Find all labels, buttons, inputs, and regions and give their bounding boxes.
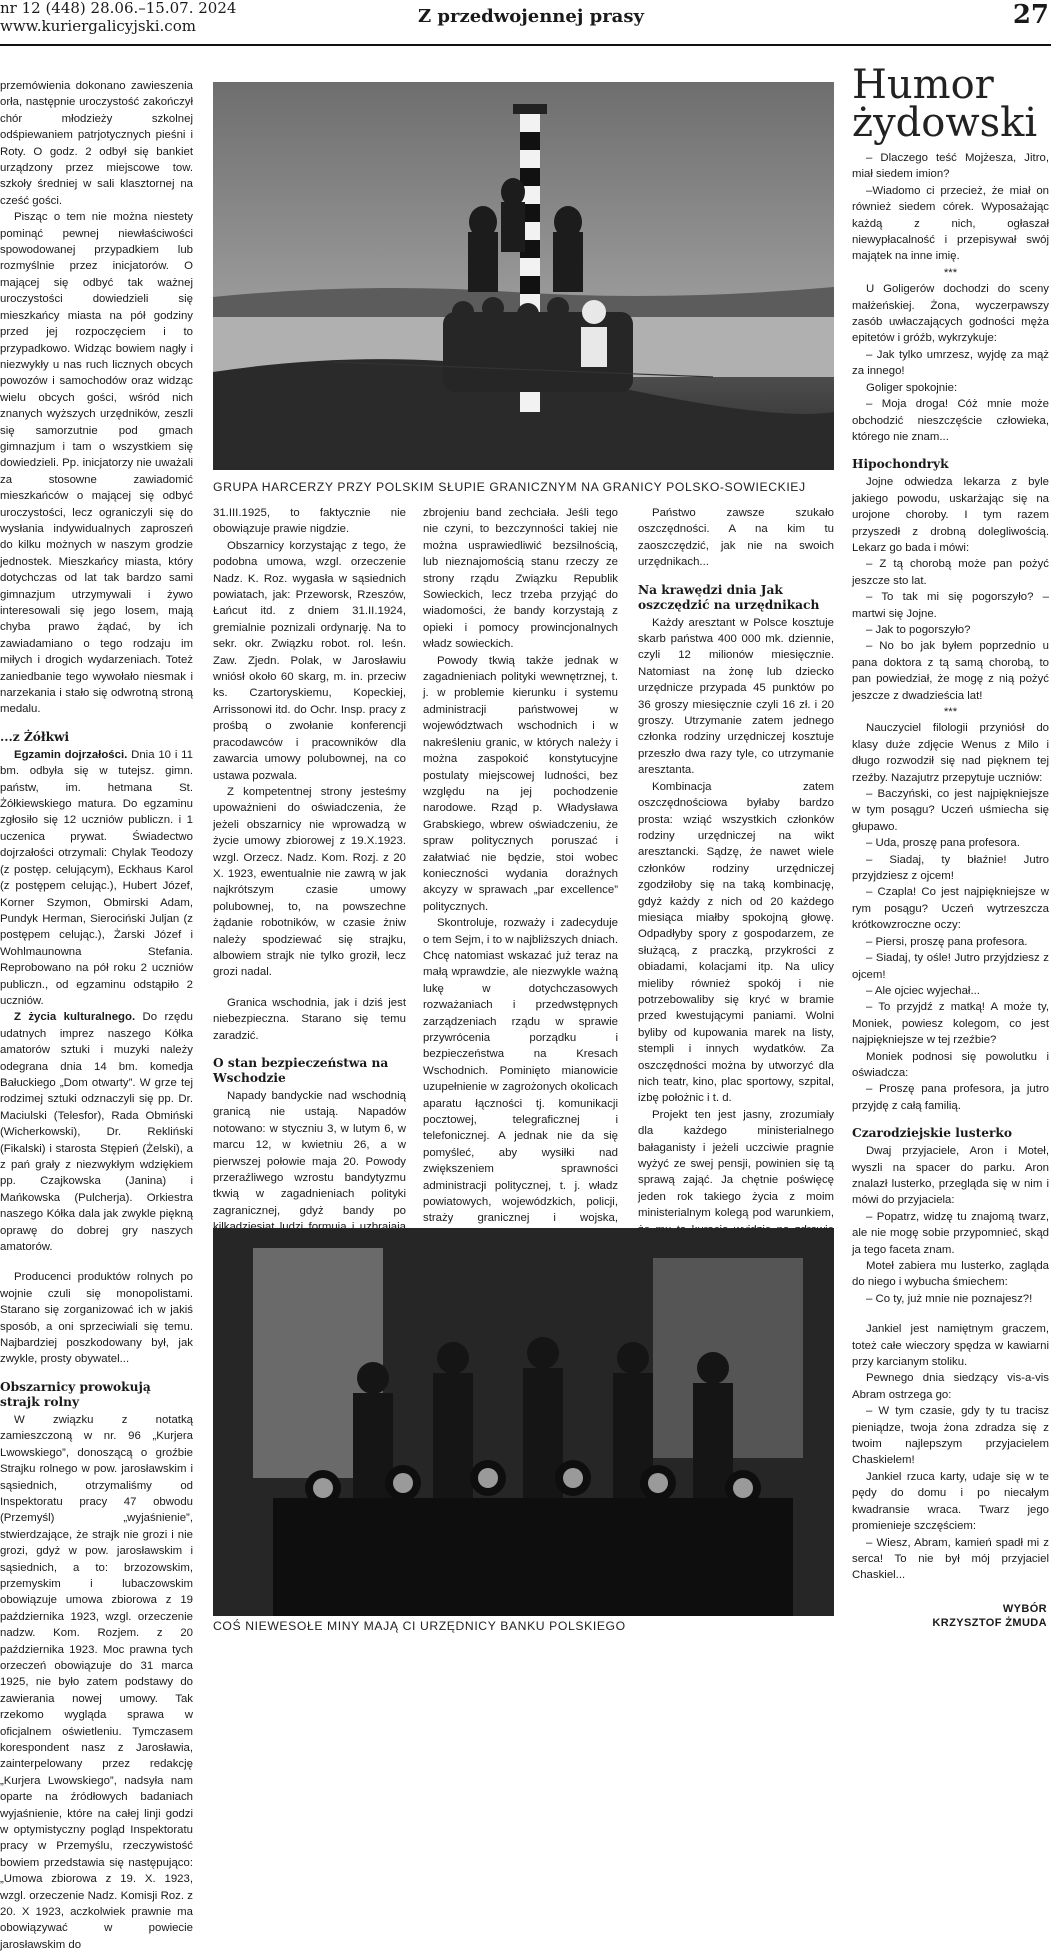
paragraph: przemówienia dokonano zawieszenia orła, następnie uroczystość zakończył chór młodzieży szkolnej odśpiewaniem patrjotycznych pieśni i Roty. O godz. 2 odbył się bankiet urządzony przez miejscowe tow. szkoły średniej w sali klasztornej na cześć gości. xyxy=(0,80,193,207)
article-column-2 xyxy=(213,505,406,1225)
joke-line: – Wiesz, Abram, kamień spadł mi z serca! To nie był mój przyjaciel Chaskiel... xyxy=(852,1536,1049,1582)
joke-line: – To przyjdź z matką! A może ty, Moniek, powiesz kolegom, co jest najpiękniejsze w tej rzeźbie? xyxy=(852,1001,1049,1047)
humor-section-title: Humor żydowski xyxy=(852,62,1038,146)
joke-line: –Wiadomo ci przecież, że miał on również siedem córek. Wyposażając każdą z nich, ogłaszał niewypłacalność i przepisywał swój majątek na inne imię. xyxy=(852,184,1049,263)
photo-caption-2: COŚ NIEWESOŁE MINY MAJĄ CI URZĘDNICY BANKU POLSKIEGO xyxy=(213,1619,626,1633)
paragraph: Każdy aresztant w Polsce kosztuje skarb państwa 400 000 mk. dziennie, czyli 12 milionów miesięcznie. Natomiast na żonę lub dziecko urzędnicze przypada 45 punktów po 36 groszy miesięcznie czyli 16 zł. i 20 groszy. Utrzymanie zatem jednego członka rodziny urzędniczej kosztuje przeszło dwa razy tyle, co utrzymanie aresztanta. xyxy=(638,616,834,777)
joke-line: Nauczyciel filologii przyniósł do klasy duże zdjęcie Wenus z Milo i długo rozwodził się nad pięknem tej rzeźby. Nazajutrz przepytuje uczniów: xyxy=(852,722,1049,784)
page-number: 27 xyxy=(1012,0,1049,30)
article-column-1 xyxy=(0,78,193,1951)
joke-line: – Jak to pogorszyło? xyxy=(866,623,971,636)
paragraph: Z kompetentnej strony jesteśmy upoważnieni do oświadczenia, że jeżeli obszarnicy nie wprowadzą w życie umowy zbiorowej z 19.X.1923. wzgl. Orzecz. Nadz. Kom. Rozj. z 20 X. 1923, ewentualnie nie zawrą w jak najkrótszym czasie umowy polubownej, to, na powszechne żądanie robotników, w czasie żniw należy spodziewać się strajku, albowiem strajk nie tylko groził, lecz grozi nadal. xyxy=(213,785,406,979)
joke-line: – Czapla! Co jest najpiękniejsze w rym posągu? Uczeń wytrzeszcza krótkowzroczne oczy: xyxy=(852,886,1049,932)
joke-line: – No bo jak byłem poprzednio u pana doktora z tą samą chorobą, to pan powiedział, że mogę z nią pożyć jeszcze z dwadzieścia lat! xyxy=(852,640,1049,702)
credit-label: WYBÓR xyxy=(1002,1603,1047,1615)
intro-paragraph: Granica wschodnia, jak i dziś jest niebezpieczna. Starano się temu zaradzić. xyxy=(213,996,406,1042)
joke-line: Goliger spokojnie: xyxy=(866,381,958,394)
humor-column xyxy=(852,150,1049,1630)
joke-line: – Uda, proszę pana profesora. xyxy=(866,837,1020,850)
joke-line: – Siadaj, ty ośle! Jutro przyjdziesz z ojcem! xyxy=(852,952,1049,981)
border-post-photo xyxy=(213,82,834,470)
paragraph: zbrojeniu band zechciała. Jeśli tego nie czyni, to bezczynności takiej nie można usprawiedliwić bezsilnością, lub nieznajomością stanu rzeczy ze strony rządu Związku Republik Sowieckich, lecz trzeba przyjąć do wiadomości, że bandy korzystają z opieki i pomocy prowincjonalnych władz sowieckich. xyxy=(423,507,618,651)
joke-line: Pewnego dnia siedzący vis-a-vis Abram ostrzega go: xyxy=(852,1372,1049,1401)
paragraph-text: Dnia 10 i 11 bm. odbyła się w tutejsz. gimn. państw, im. hetmana St. Żółkiewskiego matura. Do egzaminu zgłosiło się 12 uczniów publiczn. i 1 uczenica prywat. Świadectwo dojrzałości otrzymali: Chylak Teodozy (z postęp. celującym), Eckhaus Karol (z postępem celując.), Hubert Józef, Korner Szymon, Obmirski Adam, Pundyk Herman, Sierociński Juljan (z postępem celując.), Żarski Józef i Wohlmaunowna Stefania. Reprobowano na pół roku 2 uczniów publiczn., od egzaminu odstąpiło 2 uczniów. xyxy=(0,748,193,1007)
joke-line: – Dlaczego teść Mojżesza, Jitro, miał siedem imion? xyxy=(852,152,1049,181)
article-column-4 xyxy=(638,505,834,1225)
paragraph-text: Do rzędu udatnych imprez naszego Kółka amatorów sztuki i muzyki należy odegrana dnia 14 bm. komedja Bałuckiego „Dom otwarty”. W grze tej rodzimej sztuki odznaczyli się pp. Dr. Maciulski (Telesfor), Rada Obmiński (Wicherkowski), Dr. Rekliński (Fikalski) i starosta Stępień (Żelski), a z pań grały z niezwykłym wdziękiem pp. Czajkowska (Janina) i Mańkowska (Pulcherja). Orkiestra naszego Kółka dala jak zwykle piękną oprawę do dobrej gry naszych amatorów. xyxy=(0,1011,193,1254)
article-heading-strajk: Obszarnicy prowokują strajk rolny xyxy=(0,1379,151,1409)
separator: *** xyxy=(943,706,958,718)
joke-line: Jojne odwiedza lekarza z byle jakiego powodu, uskarżając się na urojone choroby. I tym razem przyszedł z drobną dolegliwością. Lekarz go bada i mówi: xyxy=(852,476,1049,554)
joke-line: – Siadaj, ty błaźnie! Jutro przyjdziesz z ojcem! xyxy=(852,853,1049,883)
separator: *** xyxy=(943,266,958,279)
joke-line: – Moja droga! Cóż mnie może obchodzić nieszczęście człowieka, którego nie znam... xyxy=(852,398,1049,443)
selection-credit xyxy=(932,1602,1047,1630)
lead-in: Egzamin dojrzałości. xyxy=(14,748,128,761)
section-title: Z przedwojennej prasy xyxy=(418,6,644,27)
paragraph: Projekt ten jest jasny, zrozumiały dla każdego ministerialnego bałaganisty i jeżeli uczciwie pragnie wyżyć ze swej pensji, powinien się tą sprawą zająć. Ja chętnie poświęcę jeden rok takiego życia z moim ministerialnym kolegą pod warunkiem, xyxy=(638,1108,834,1220)
article-column-3 xyxy=(423,505,618,1225)
joke-line: – Baczyński, co jest najpiękniejsze w tym posągu? Uczeń uśmiecha się głupawo. xyxy=(852,788,1049,833)
intro-paragraph: Państwo zawsze szukało oszczędności. A na kim tu zaoszczędzić, jak nie na swoich urzędnikach... xyxy=(638,507,834,569)
paragraph: Skontroluje, rozważy i zadecyduje o tem Sejm, i to w najbliższych dniach. Chcę natomiast wskazać już teraz na małą wprawdzie, ale niezwykle ważną lukę w dotychczasowych rozważaniach i przedwstępnych zarządzeniach rządu w sprawie przywrócenia porządku i bezpieczeństwa na Kresach Wschodnich. Pominięto mianowicie uzupełnienie w zagrożonych okolicach aparatu łączności tj. komunikacji pocztowej, telegraficznej i telefonicznej. A jednak nie da się pomyśleć, aby wysiłki nad zwiększeniem sprawności administracji politycznej, t. j. władz powiatowych, wojewódzkich, policji, straży granicznej i wojska, xyxy=(423,917,618,1225)
article-heading-bezpieczenstwo: O stan bezpieczeństwa na Wschodzie xyxy=(213,1056,389,1085)
bank-officials-illustration xyxy=(213,1228,834,1616)
joke-line: – Jak tylko umrzesz, wyjdę za mąż za innego! xyxy=(852,348,1049,378)
credit-author: KRZYSZTOF ŻMUDA xyxy=(932,1617,1047,1629)
page-header xyxy=(0,0,1051,46)
joke-line: – Ale ojciec wyjechał... xyxy=(866,984,980,997)
joke-heading-hipochondryk: Hipochondryk xyxy=(852,457,949,472)
intro-paragraph: Producenci produktów rolnych po wojnie czuli się monopolistami. Starano się zorganizować ich w jakiś sposób, a oni sprzeciwiali się temu. Najbardziej poszkodowany był, jak zwykle, prosty obywatel... xyxy=(0,1271,193,1366)
article-heading-oszczedzanie: Na krawędzi dnia Jak oszczędzić na urzędnikach xyxy=(638,582,820,612)
joke-line: Jankiel jest namiętnym graczem, toteż całe wieczory spędza w kawiarni przy karcianym stoliku. xyxy=(852,1323,1049,1369)
joke-line: – W tym czasie, gdy ty tu tracisz pieniądze, twoja żona zdradza się z twoim najlepszym przyjacielem Chaskielem! xyxy=(852,1405,1049,1467)
section-heading-zolkiew: ...z Żółkwi xyxy=(0,729,70,744)
paragraph xyxy=(0,747,193,1010)
joke-line: – Popatrz, widzę tu znajomą twarz, ale nie mogę sobie przypomnieć, skąd ja tego faceta znam. xyxy=(852,1210,1049,1256)
joke-line: Moniek podnosi się powolutku i oświadcza: xyxy=(852,1050,1049,1079)
joke-line: – Z tą chorobą może pan pożyć jeszcze sto lat. xyxy=(852,558,1049,587)
paragraph: Napady bandyckie nad wschodnią granicą nie ustają. Napadów notowano: w styczniu 3, w lutym 6, w marcu 12, w kwietniu 26, a w pierwszej połowie maja 20. Powody przeraźliwego wzrostu bandytyzmu tkwią w zagadnieniach polityki zagranicznej, gdyż bandy po xyxy=(213,1090,406,1217)
paragraph: Obszarnicy korzystając z tego, że podobna umowa, wzgl. orzeczenie Nadz. K. Roz. wygasła w sąsiednich powiatach, jak: Przeworsk, Rzeszów, Łańcut itd. z dniem 31.II.1924, gremialnie poznizali ordynarję. Na to sekr. okr. Związku robot. rol. leśn. Zaw. Zjedn. Polak, w Jarosławiu wniósł około 60 skarg, m. in. przeciw ks. Czartoryskiemu, Kopeckiej, Arrissonowi itd. do Ochr. Insp. pracy z prośbą o zwołanie konferencji pracodawców i pracowników dla zawarcia umowy polubownej, na co ustawa pozwala. xyxy=(213,539,406,782)
joke-line: – Piersi, proszę pana profesora. xyxy=(866,935,1028,948)
joke-line: U Goligerów dochodzi do sceny małżeńskiej. Żona, wyczerpawszy zasób uwłaczających godności męża epitetów i gróźb, wykrzykuje: xyxy=(852,283,1049,345)
paragraph: Kombinacja zatem oszczędnościowa byłaby bardzo prosta: wziąć wszystkich członków rodziny urzędniczej na wikt aresztancki. Sądzę, że nawet wiele członków rodziny urzędniczej zgodziłoby się na taką kombinację, gdyż każdy z nich od 20 każdego miesiąca miałby spokojną głowę. Odpadłyby spory z gospodarzem, ze służącą, z praczką, przykrości z obiadami, kolacjami itp. Na ulicy mieliby również spokój i nie potrzebowaliby się kryć w bramie przed kwestującymi paniami. Wolni byliby od kupowania marek na listy, stempli i innych wydatków. Za oszczędności można by utworzyć dla nich teatr, kino, plac sportowy, szpital, izbę położnic i t. d. xyxy=(638,780,834,1105)
joke-line: Moteł zabiera mu lusterko, zagląda do niego i wybucha śmiechem: xyxy=(852,1260,1049,1289)
joke-line: – Proszę pana profesora, ja jutro przyjdę z całą familią. xyxy=(852,1083,1049,1112)
paragraph: W związku z notatką zamieszczoną w nr. 96 „Kurjera Lwowskiego”, donoszącą o groźbie Strajku rolnego w pow. jarosławskim i sąsiednich, otrzymaliśmy od Inspektoratu pracy 47 obwodu (Przemyśl) „wyjaśnienie”, stwierdzające, że strajk nie grozi i nie grozi, gdyż w pow. jarosławskim i sąsiednich, a to: brzozowskim, przemyskim i lubaczowskim obowiązuje umowa zbiorowa z 19 października 1923, wzgl. orzeczenie nadzw. Kom. Rozjem. z 20 października 1923. Moc prawna tych orzeczeń obowiązuje do 31 marca 1925, nie było zatem podstawy do zawierania nowej umowy. Tak rzekomo wygląda sprawa w oficjalnem oświetleniu. Tymczasem korespondent nasz z Jarosławia, zainterpelowany przez redakcję „Kurjera Lwowskiego”, nadsyła nam oparte na źródłowych badaniach wyjaśnienie, które na całej linji godzi w optymistyczny pogląd Inspektoratu pracy w Przemyślu, rzeczywistość bowiem przedstawia się następująco: „Umowa zbiorowa z 19. X. 1923, wzgl. orzeczenie Nadz. Komisji Roz. z 20. X 1923, aczkolwiek prawnie ma obowiązywać w powiecie jarosławskim do xyxy=(0,1413,193,1951)
issue-info: nr 12 (448) 28.06.–15.07. 2024 xyxy=(0,0,237,17)
lead-in: Z życia kulturalnego. xyxy=(14,1011,136,1024)
bank-officials-photo xyxy=(213,1228,834,1616)
joke-heading-lusterko: Czarodziejskie lusterko xyxy=(852,1126,1012,1141)
joke-line: Dwaj przyjaciele, Aron i Moteł, wyszli na spacer do parku. Aron znalazł lusterko, przegląda się w nim i mówi do przyjaciela: xyxy=(852,1145,1049,1207)
paragraph: 31.III.1925, to faktycznie nie obowiązuje prawie nigdzie. xyxy=(213,507,406,536)
paragraph xyxy=(0,1009,193,1255)
photo-caption-1: GRUPA HARCERZY PRZY POLSKIM SŁUPIE GRANICZNYM NA GRANICY POLSKO-SOWIECKIEJ xyxy=(213,480,806,494)
joke-line: Jankiel rzuca karty, udaje się w te pędy do domu i po niecałym kwadransie wraca. Twarz jego promienieje szczęściem: xyxy=(852,1470,1049,1533)
joke-line: – To tak mi się pogorszyło? – martwi się Jojne. xyxy=(852,591,1049,620)
website-link[interactable]: www.kuriergalicyjski.com xyxy=(0,17,196,35)
border-post-illustration xyxy=(213,82,834,470)
paragraph: Pisząc o tem nie można niestety pominąć pewnej niewłaściwości spowodowanej przypadkiem lub rozmyślnie przez inicjatorów. O mającej się odbyć tak ważnej uroczystości dowiedzieli się mieszkańcy miasta na pół godziny przed jej rozpoczęciem i to przypadkowo. Widząc bowiem nagły i niezwykły u nas ruch licznych obcych powozów i samochodów oraz widząc wielu obcych gości, wśród nich znanych wyższych urzędników, zeszli się samorzutnie pod gmach gimnazjum i tam o wszystkiem się dowiedzieli. Pp. inicjatorzy nie uważali za stosowne zawiadomić mieszkańców o mającej się odbyć uroczystości, lecz ograniczyli się do wysłania indywidualnych zaproszeń do kilku możnych w naszym grodzie jednostek. Mieszkańcy miasta, który dotychczas od lat tak bardzo sami gimnazjum utrzymywali i żywo interesowali się jego losem, mają chyba prawo żądać, by ich zawiadamiano o tego rodzaju im miłych i drogich wydarzeniach. Toteż zaniedbanie tego wywołało niesmak i narzekania i stało się odwrotną stroną medalu. xyxy=(0,211,193,716)
joke-line: – Co ty, już mnie nie poznajesz?! xyxy=(866,1292,1033,1305)
paragraph: Powody tkwią także jednak w zagadnieniach polityki wewnętrznej, t. j. w problemie kierunku i systemu administracji państwowej w województwach wschodnich i w nakreśleniu granic, w których należy i można zaspokoić konstytucyjne postulaty miejscowej ludności, bez względu na jej pochodzenie narodowe. Rząd p. Władysława Grabskiego, wbrew oświadczeniu, że spraw politycznych poruszać i załatwiać nie będzie, stoi wobec konieczności wydania doraźnych akcyzy w sprawach „par excellence” politycznych. xyxy=(423,654,618,913)
